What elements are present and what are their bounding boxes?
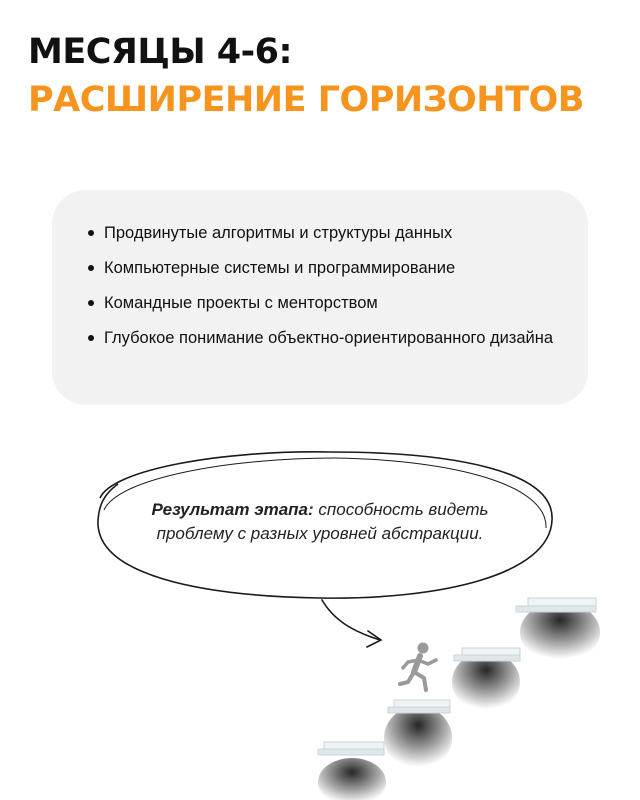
- arrow-icon: [322, 600, 381, 647]
- page-title-line-2: РАСШИРЕНИЕ ГОРИЗОНТОВ: [28, 80, 584, 120]
- page-title-line-1: МЕСЯЦЫ 4-6:: [28, 32, 293, 72]
- list-item: Глубокое понимание объектно-ориентированного дизайна: [104, 321, 574, 356]
- running-person-icon: [400, 643, 436, 691]
- list-item: Компьютерные системы и программирование: [104, 251, 574, 286]
- result-text: способность видеть проблему с разных уровней абстракции.: [156, 500, 489, 543]
- result-caption: [120, 498, 520, 546]
- list-item: Продвинутые алгоритмы и структуры данных: [104, 216, 574, 251]
- list-item: Командные проекты с менторством: [104, 286, 574, 321]
- result-label: Результат этапа:: [151, 500, 314, 519]
